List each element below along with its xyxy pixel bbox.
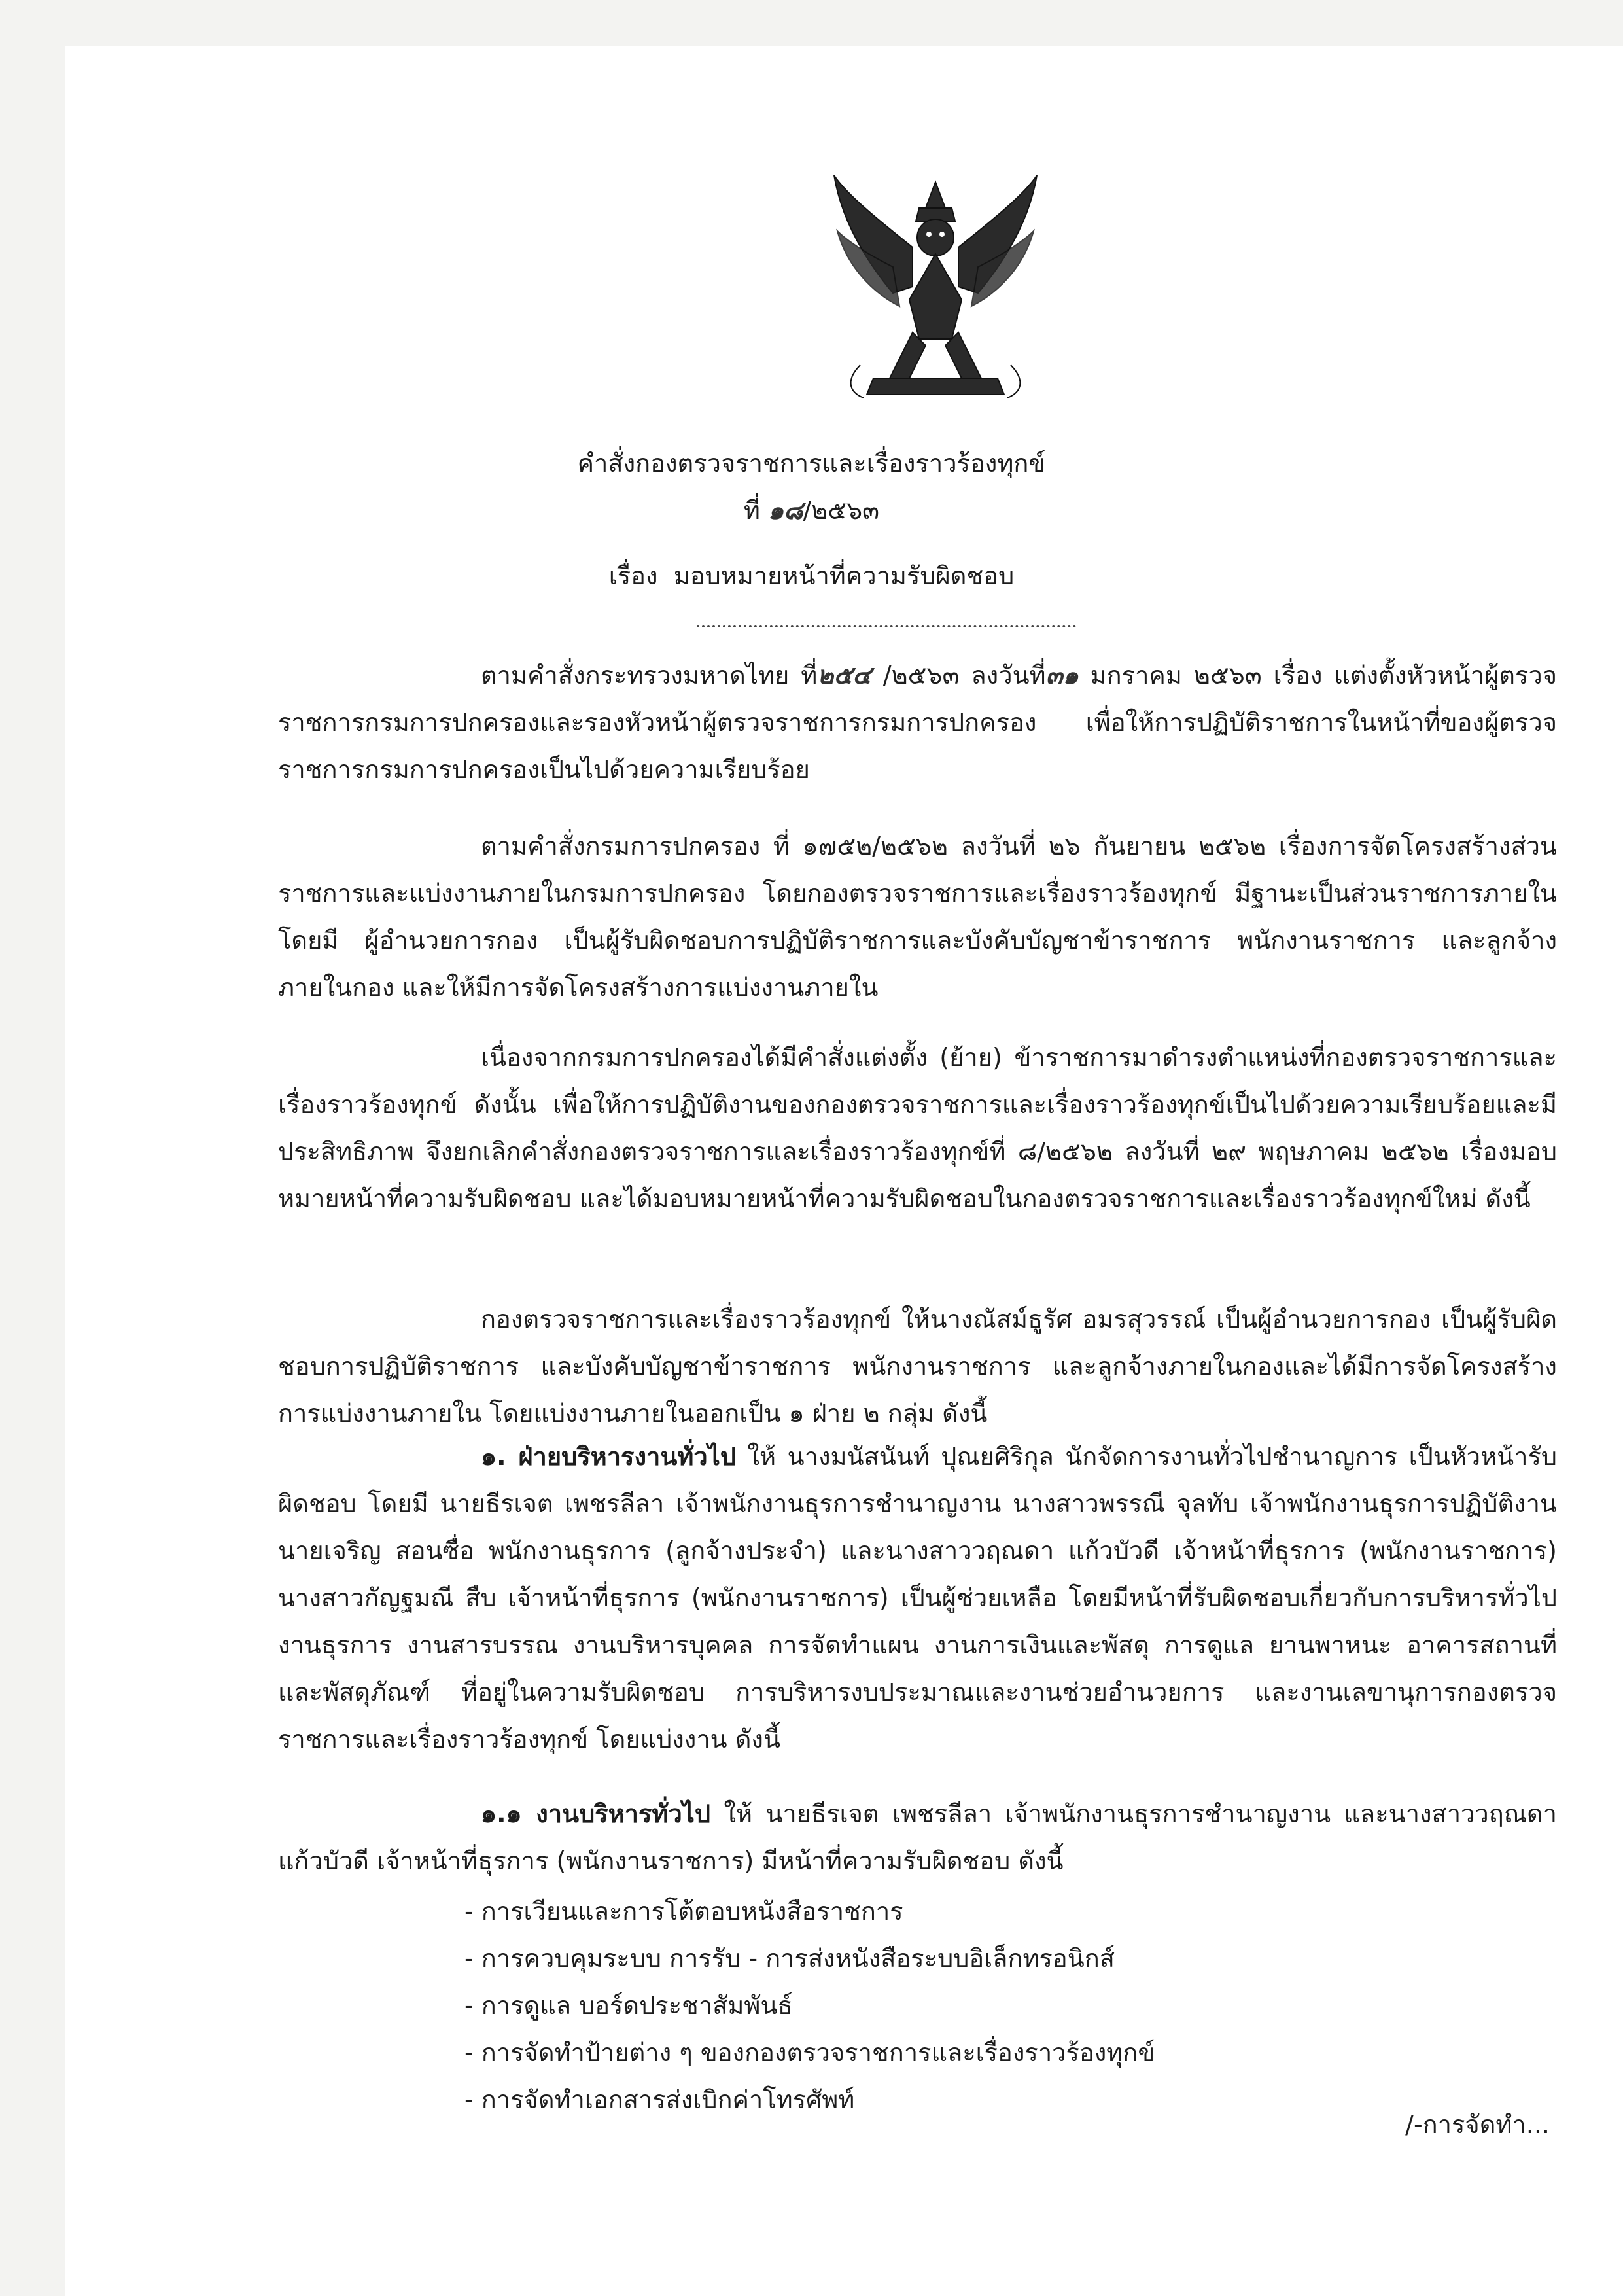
order-number: [0, 494, 1623, 527]
paragraph-dopa-structure: [278, 822, 1557, 1011]
p4-text: กองตรวจราชการและเรื่องราวร้องทุกข์ ให้นางณัสม์ธูรัศ อมรสุวรรณ์ เป็นผู้อำนวยการกอง เป็นผู้รับผิดชอบการปฏิบัติราชการ และบังคับบัญชาข้าราชการ พนักงานราชการ และลูกจ้างภายในกองและได้มีการจัดโครงสร้างการแบ่งงานภายใน โดยแบ่งงานภายในออกเป็น ๑ ฝ่าย ๒ กลุ่ม ดังนี้: [278, 1305, 1557, 1428]
order-number-suffix: /๒๕๖๓: [803, 496, 880, 525]
p1-text-b: /๒๕๖๓ ลงวันที่: [871, 661, 1046, 690]
duty-item: - การควบคุมระบบ การรับ - การส่งหนังสือระบบอิเล็กทรอนิกส์: [464, 1944, 1115, 1973]
paragraph-general-admin-work: [278, 1790, 1557, 1884]
p6-text: ให้ นายธีรเจต เพชรลีลา เจ้าพนักงานธุรการชำนาญงาน และนางสาววฤณดา แก้วบัวดี เจ้าหน้าที่ธุรการ (พนักงานราชการ) มีหน้าที่ความรับผิดชอบ ดังนี้: [278, 1799, 1557, 1875]
garuda-emblem: [821, 169, 1050, 417]
order-number-prefix: ที่: [743, 496, 760, 525]
duty-list: [464, 1888, 1577, 2123]
section-1-1-heading: ๑.๑ งานบริหารทั่วไป: [481, 1799, 711, 1828]
duty-item: - การจัดทำเอกสารส่งเบิกค่าโทรศัพท์: [464, 2085, 855, 2114]
duty-item: - การจัดทำป้ายต่าง ๆ ของกองตรวจราชการและเรื่องราวร้องทุกข์: [464, 2038, 1155, 2067]
subject-label: เรื่อง: [608, 561, 658, 590]
subject-text: มอบหมายหน้าที่ความรับผิดชอบ: [673, 561, 1015, 590]
order-subject: [0, 559, 1623, 592]
p5-text: ให้ นางมนัสนันท์ ปุณยศิริกุล นักจัดการงานทั่วไปชำนาญการ เป็นหัวหน้ารับผิดชอบ โดยมี นายธีรเจต เพชรลีลา เจ้าพนักงานธุรการชำนาญงาน นางสาวพรรณี จุลทับ เจ้าพนักงานธุรการปฏิบัติงาน นายเจริญ สอนซื่อ พนักงานธุรการ (ลูกจ้างประจำ) และนางสาววฤณดา แก้วบัวดี เจ้าหน้าที่ธุรการ (พนักงานราชการ) นางสาวกัญฐมณี สืบ เจ้าหน้าที่ธุรการ (พนักงานราชการ) เป็นผู้ช่วยเหลือ โดยมีหน้าที่รับผิดชอบเกี่ยวกับการบริหารทั่วไป งานธุรการ งานสารบรรณ งานบริหารบุคคล การจัดทำแผน งานการเงินและพัสดุ การดูแล ยานพาหนะ อาคารสถานที่ และพัสดุภัณฑ์ ที่อยู่ในความรับผิดชอบ การบริหารงบประมาณและงานช่วยอำนวยการ และงานเลขานุการกองตรวจราชการและเรื่องราวร้องทุกข์ โดยแบ่งงาน ดังนี้: [278, 1442, 1557, 1754]
continuation-marker: /-การจัดทำ...: [1405, 2110, 1550, 2139]
paragraph-division-director: [278, 1296, 1557, 1437]
order-number-handwritten: ๑๘: [768, 496, 803, 525]
p3-text: เนื่องจากกรมการปกครองได้มีคำสั่งแต่งตั้ง (ย้าย) ข้าราชการมาดำรงตำแหน่งที่กองตรวจราชการและเรื่องราวร้องทุกข์ ดังนั้น เพื่อให้การปฏิบัติงานของกองตรวจราชการและเรื่องราวร้องทุกข์เป็นไปด้วยความเรียบร้อยและมีประสิทธิภาพ จึงยกเลิกคำสั่งกองตรวจราชการและเรื่องราวร้องทุกข์ที่ ๘/๒๕๖๒ ลงวันที่ ๒๙ พฤษภาคม ๒๕๖๒ เรื่องมอบหมายหน้าที่ความรับผิดชอบ และได้มอบหมายหน้าที่ความรับผิดชอบในกองตรวจราชการและเรื่องราวร้องทุกข์ใหม่ ดังนี้: [278, 1043, 1557, 1213]
p1-handwritten-number: ๒๕๔: [817, 661, 871, 690]
p2-text: ตามคำสั่งกรมการปกครอง ที่ ๑๗๕๒/๒๕๖๒ ลงวันที่ ๒๖ กันยายน ๒๕๖๒ เรื่องการจัดโครงสร้างส่วนราชการและแบ่งงานภายในกรมการปกครอง โดยกองตรวจราชการและเรื่องราวร้องทุกข์ มีฐานะเป็นส่วนราชการภายใน โดยมี ผู้อำนวยการกอง เป็นผู้รับผิดชอบการปฏิบัติราชการและบังคับบัญชาข้าราชการ พนักงานราชการ และลูกจ้างภายในกอง และให้มีการจัดโครงสร้างการแบ่งงานภายใน: [278, 832, 1557, 1002]
paragraph-cancel-previous-order: [278, 1034, 1557, 1222]
paragraph-interior-ministry-order: [278, 652, 1557, 793]
paragraph-general-admin-section: [278, 1433, 1557, 1763]
dotted-divider: [697, 625, 1076, 627]
p1-text-a: ตามคำสั่งกระทรวงมหาดไทย ที่: [481, 661, 818, 690]
section-1-heading: ๑. ฝ่ายบริหารงานทั่วไป: [481, 1442, 736, 1471]
p1-text-c: มกราคม ๒๕๖๓ เรื่อง แต่งตั้งหัวหน้าผู้ตรวจราชการกรมการปกครองและรองหัวหน้าผู้ตรวจราชการกรมการปกครอง เพื่อให้การปฏิบัติราชการในหน้าที่ของผู้ตรวจราชการกรมการปกครองเป็นไปด้วยความเรียบร้อย: [278, 661, 1557, 784]
p1-handwritten-day: ๓๑: [1045, 661, 1079, 690]
order-title: คำสั่งกองตรวจราชการและเรื่องราวร้องทุกข์: [577, 449, 1046, 478]
duty-item: - การดูแล บอร์ดประชาสัมพันธ์: [464, 1991, 793, 2020]
duty-item: - การเวียนและการโต้ตอบหนังสือราชการ: [464, 1897, 903, 1926]
